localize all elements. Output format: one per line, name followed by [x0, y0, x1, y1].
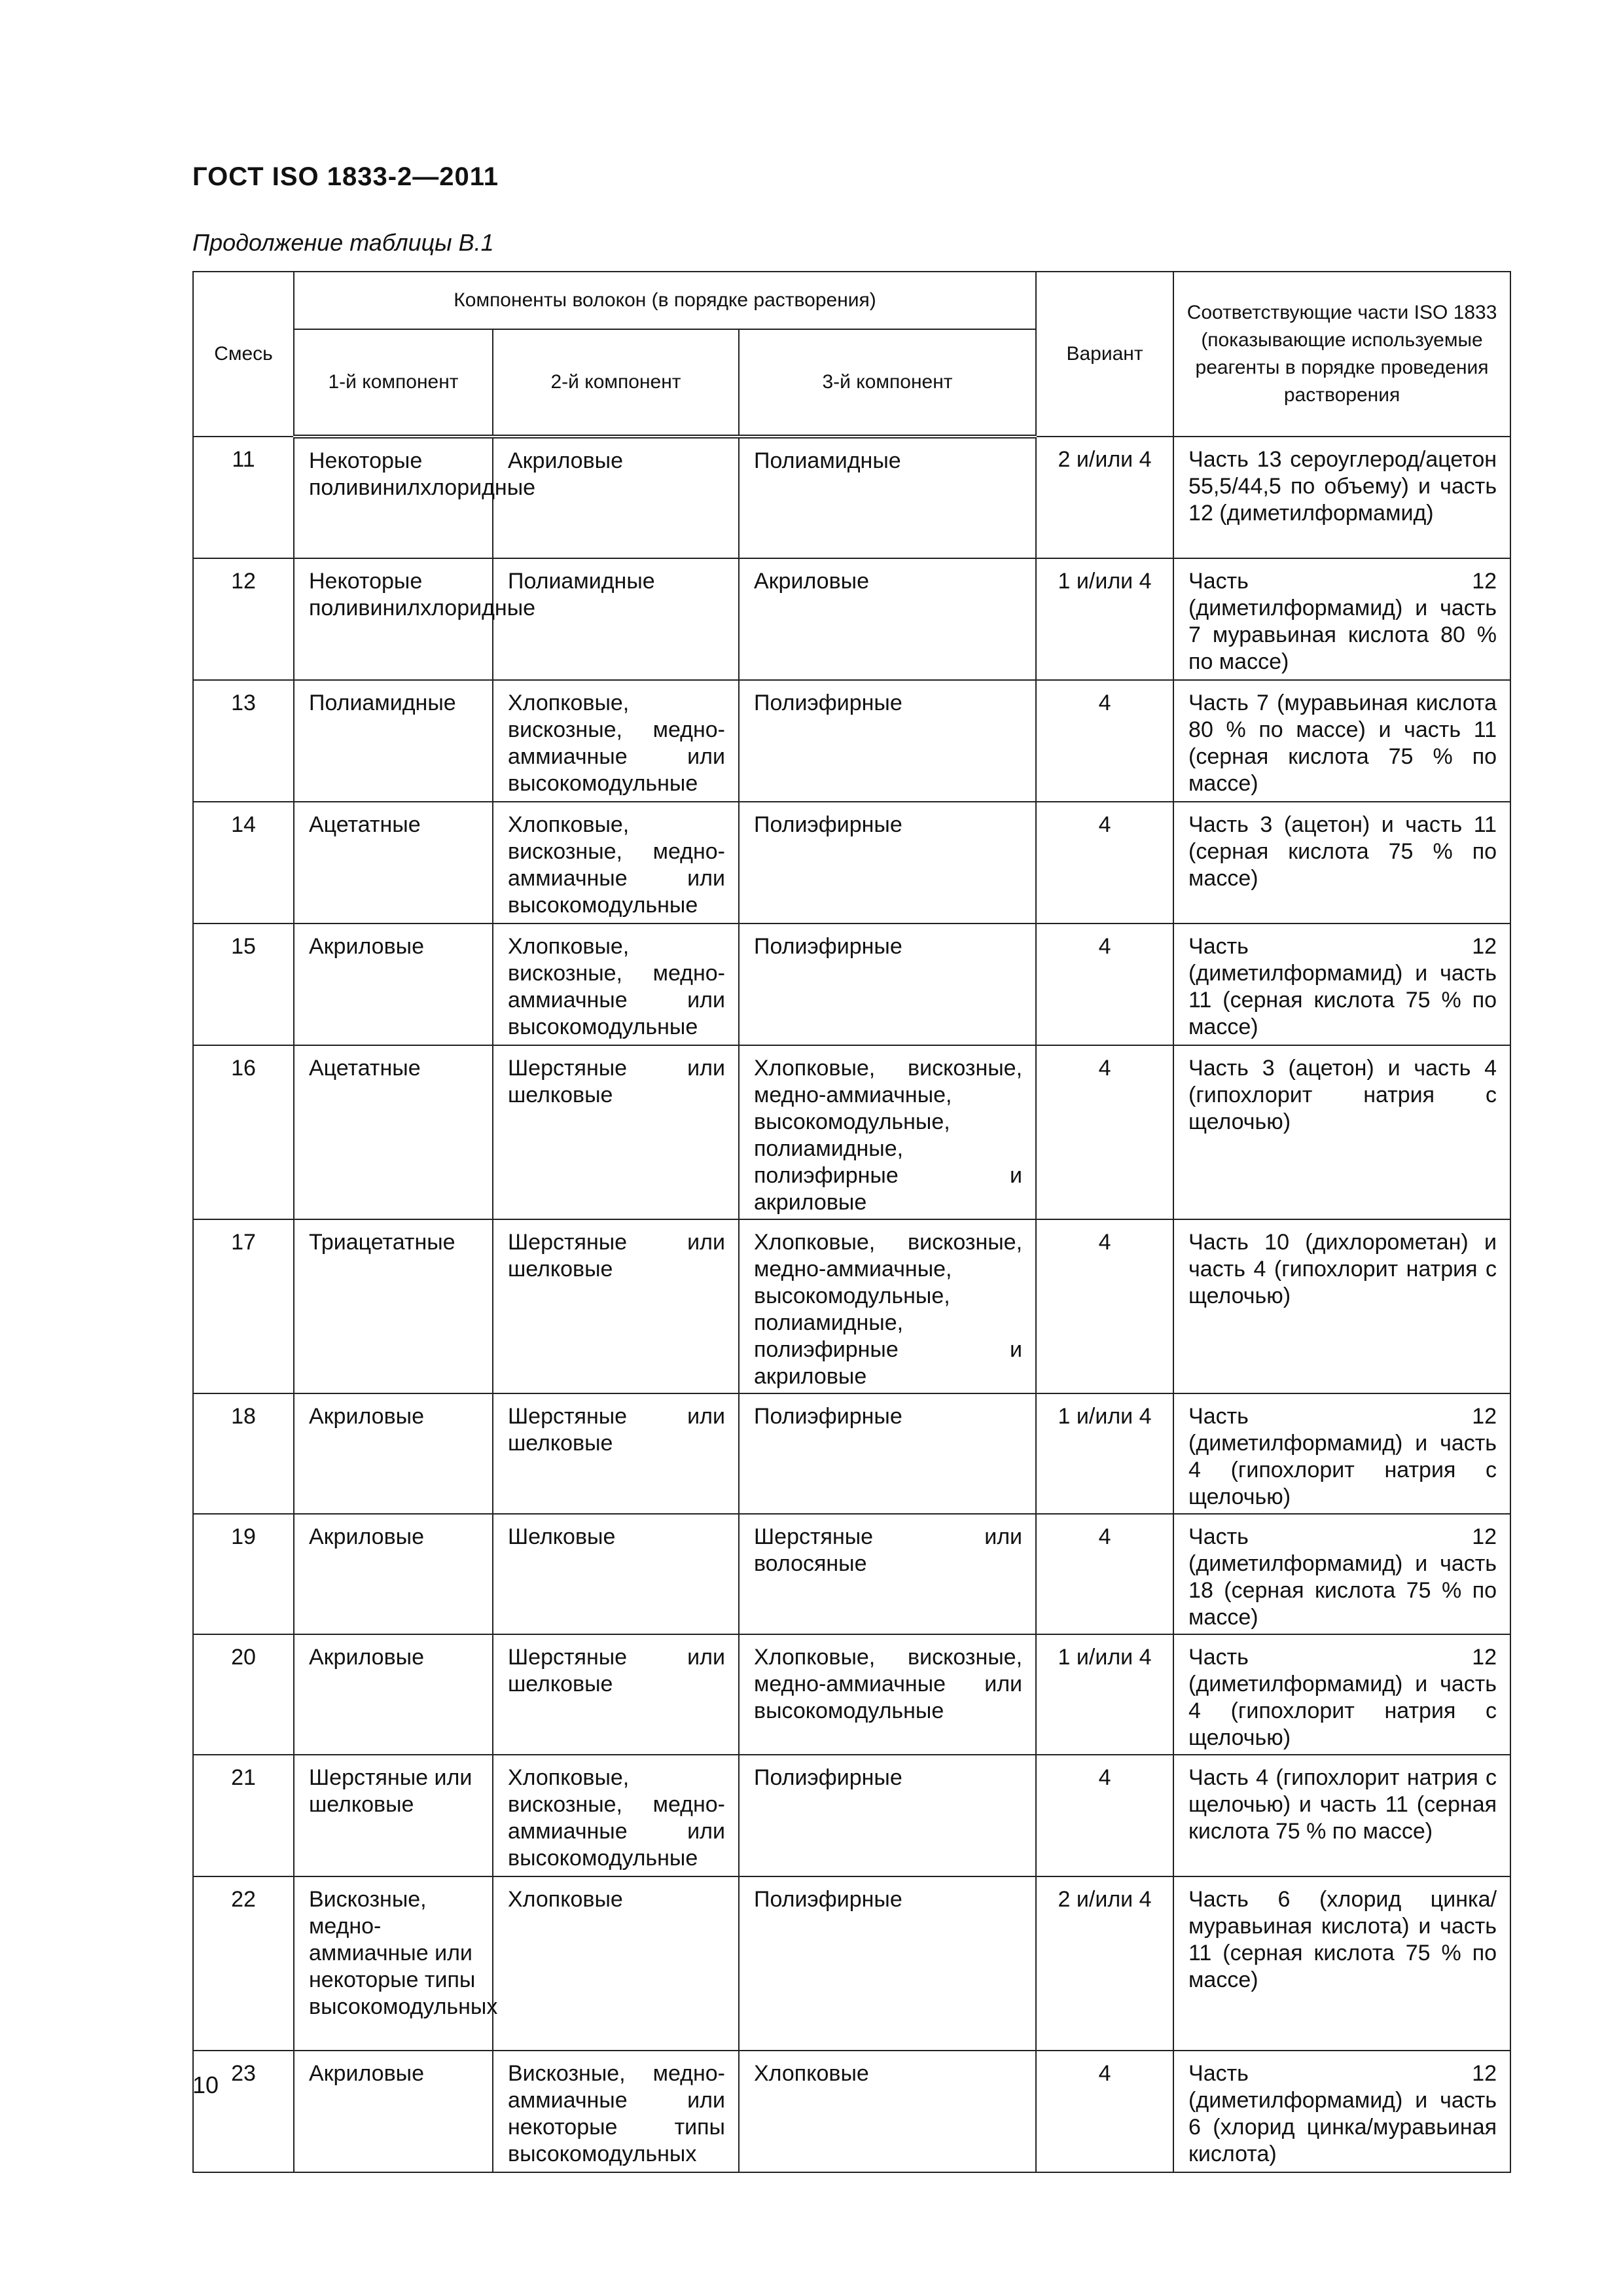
component-3-cell: Полиамидные [739, 437, 1036, 558]
mixture-number-cell: 22 [193, 1876, 294, 2051]
component-3-cell: Полиэфирные [739, 1755, 1036, 1876]
component-2-cell: Хлопковые, вискозные, медно-аммиачные или высокомодульные [493, 1755, 739, 1876]
variant-cell: 4 [1036, 924, 1173, 1045]
component-1-cell: Шерстяные или шелковые [294, 1755, 493, 1876]
component-2-cell: Шелковые [493, 1514, 739, 1634]
iso-parts-cell: Часть 13 сероуглерод/ацетон 55,5/44,5 по объему) и часть 12 (диметилформамид) [1173, 437, 1510, 558]
iso-parts-cell: Часть 10 (дихлорометан) и часть 4 (гипохлорит натрия с щелочью) [1173, 1219, 1510, 1393]
component-1-cell: Триацетатные [294, 1219, 493, 1393]
header-component-3: 3-й компонент [739, 329, 1036, 437]
variant-cell: 4 [1036, 1045, 1173, 1219]
component-3-cell: Акриловые [739, 558, 1036, 680]
table-row [193, 1219, 1510, 1393]
table-row [193, 2051, 1510, 2172]
header-variant: Вариант [1036, 272, 1173, 437]
component-3-cell: Хлопковые, вискозные, медно-аммиачные, высокомодульные, полиамидные, полиэфирные и акриловые [739, 1045, 1036, 1219]
page-number: 10 [192, 2072, 219, 2098]
table-row [193, 1876, 1510, 2051]
iso-parts-cell: Часть 12 (диметилформамид) и часть 6 (хлорид цинка/муравьиная кислота) [1173, 2051, 1510, 2172]
mixture-number-cell: 15 [193, 924, 294, 1045]
document-header: ГОСТ ISO 1833-2—2011 [192, 162, 499, 191]
variant-cell: 4 [1036, 802, 1173, 924]
component-2-cell: Хлопковые, вискозные, медно-аммиачные или высокомодульные [493, 680, 739, 802]
component-3-cell: Полиэфирные [739, 680, 1036, 802]
iso-parts-cell: Часть 12 (диметилформамид) и часть 7 муравьиная кислота 80 % по массе) [1173, 558, 1510, 680]
mixture-number-cell: 18 [193, 1393, 294, 1514]
table-row [193, 1045, 1510, 1219]
table-row [193, 558, 1510, 680]
component-1-cell: Акриловые [294, 1634, 493, 1755]
iso-parts-cell: Часть 12 (диметилформамид) и часть 4 (гипохлорит натрия с щелочью) [1173, 1393, 1510, 1514]
header-iso-parts: Соответствующие части ISO 1833 (показывающие используемые реагенты в порядке проведения растворения [1173, 272, 1510, 437]
component-1-cell: Некоторые поливинилхлоридные [294, 558, 493, 680]
component-1-cell: Акриловые [294, 1514, 493, 1634]
component-3-cell: Полиэфирные [739, 1876, 1036, 2051]
variant-cell: 4 [1036, 1219, 1173, 1393]
mixture-number-cell: 17 [193, 1219, 294, 1393]
component-1-cell: Некоторые поливинилхлоридные [294, 437, 493, 558]
table-row [193, 1755, 1510, 1876]
iso-parts-cell: Часть 12 (диметилформамид) и часть 11 (серная кислота 75 % по массе) [1173, 924, 1510, 1045]
component-1-cell: Полиамидные [294, 680, 493, 802]
header-component-1: 1-й компонент [294, 329, 493, 437]
component-3-cell: Хлопковые, вискозные, медно-аммиачные, высокомодульные, полиамидные, полиэфирные и акриловые [739, 1219, 1036, 1393]
mixture-number-cell: 21 [193, 1755, 294, 1876]
component-3-cell: Полиэфирные [739, 802, 1036, 924]
variant-cell: 4 [1036, 680, 1173, 802]
variant-cell: 1 и/или 4 [1036, 558, 1173, 680]
mixture-number-cell: 23 [193, 2051, 294, 2172]
component-1-cell: Акриловые [294, 1393, 493, 1514]
header-components-group: Компоненты волокон (в порядке растворения) [294, 272, 1036, 329]
component-2-cell: Вискозные, медно-аммиачные или некоторые типы высокомодульных [493, 2051, 739, 2172]
table-row [193, 680, 1510, 802]
iso-parts-cell: Часть 7 (муравьиная кислота 80 % по массе) и часть 11 (серная кислота 75 % по массе) [1173, 680, 1510, 802]
component-1-cell: Ацетатные [294, 1045, 493, 1219]
variant-cell: 1 и/или 4 [1036, 1634, 1173, 1755]
iso-parts-cell: Часть 3 (ацетон) и часть 11 (серная кислота 75 % по массе) [1173, 802, 1510, 924]
table-row [193, 1393, 1510, 1514]
table-row [193, 924, 1510, 1045]
iso-parts-cell: Часть 4 (гипохлорит натрия с щелочью) и часть 11 (серная кислота 75 % по массе) [1173, 1755, 1510, 1876]
component-2-cell: Шерстяные или шелковые [493, 1219, 739, 1393]
component-3-cell: Полиэфирные [739, 1393, 1036, 1514]
iso-parts-cell: Часть 12 (диметилформамид) и часть 4 (гипохлорит натрия с щелочью) [1173, 1634, 1510, 1755]
component-2-cell: Акриловые [493, 437, 739, 558]
mixture-number-cell: 13 [193, 680, 294, 802]
table-row [193, 1634, 1510, 1755]
component-2-cell: Полиамидные [493, 558, 739, 680]
component-2-cell: Хлопковые, вискозные, медно-аммиачные или высокомодульные [493, 802, 739, 924]
component-1-cell: Акриловые [294, 2051, 493, 2172]
variant-cell: 2 и/или 4 [1036, 1876, 1173, 2051]
component-1-cell: Вискозные, медно-аммиачные или некоторые типы высокомодульных [294, 1876, 493, 2051]
variant-cell: 4 [1036, 1755, 1173, 1876]
variant-cell: 4 [1036, 2051, 1173, 2172]
component-1-cell: Акриловые [294, 924, 493, 1045]
mixture-number-cell: 11 [193, 437, 294, 558]
iso-parts-cell: Часть 3 (ацетон) и часть 4 (гипохлорит натрия с щелочью) [1173, 1045, 1510, 1219]
table-row [193, 802, 1510, 924]
component-2-cell: Хлопковые [493, 1876, 739, 2051]
header-component-2: 2-й компонент [493, 329, 739, 437]
iso-parts-cell: Часть 12 (диметилформамид) и часть 18 (серная кислота 75 % по массе) [1173, 1514, 1510, 1634]
iso-parts-cell: Часть 6 (хлорид цинка/муравьиная кислота) и часть 11 (серная кислота 75 % по массе) [1173, 1876, 1510, 2051]
component-2-cell: Шерстяные или шелковые [493, 1393, 739, 1514]
variant-cell: 2 и/или 4 [1036, 437, 1173, 558]
component-3-cell: Шерстяные или волосяные [739, 1514, 1036, 1634]
table-row [193, 1514, 1510, 1634]
table-row [193, 437, 1510, 558]
fiber-mixtures-table [192, 271, 1511, 2173]
component-3-cell: Хлопковые [739, 2051, 1036, 2172]
component-2-cell: Хлопковые, вискозные, медно-аммиачные или высокомодульные [493, 924, 739, 1045]
table-caption: Продолжение таблицы В.1 [192, 229, 494, 256]
header-mixture: Смесь [193, 272, 294, 437]
variant-cell: 1 и/или 4 [1036, 1393, 1173, 1514]
component-1-cell: Ацетатные [294, 802, 493, 924]
table-body [193, 437, 1510, 2172]
component-2-cell: Шерстяные или шелковые [493, 1045, 739, 1219]
mixture-number-cell: 14 [193, 802, 294, 924]
variant-cell: 4 [1036, 1514, 1173, 1634]
mixture-number-cell: 20 [193, 1634, 294, 1755]
component-2-cell: Шерстяные или шелковые [493, 1634, 739, 1755]
component-3-cell: Хлопковые, вискозные, медно-аммиачные или высокомодульные [739, 1634, 1036, 1755]
mixture-number-cell: 16 [193, 1045, 294, 1219]
component-3-cell: Полиэфирные [739, 924, 1036, 1045]
mixture-number-cell: 12 [193, 558, 294, 680]
mixture-number-cell: 19 [193, 1514, 294, 1634]
